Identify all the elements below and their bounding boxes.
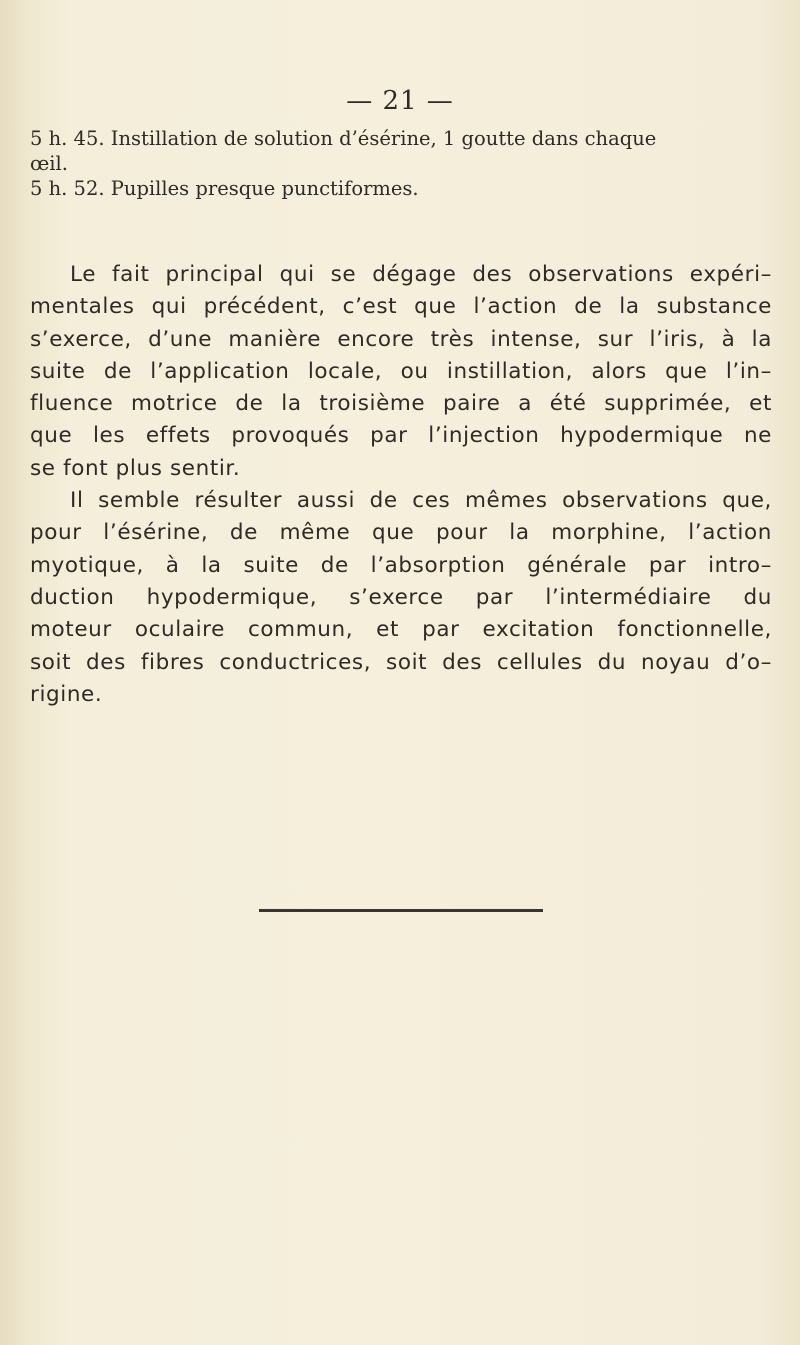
- paragraph-line: suite de l’application locale, ou instillation, alors que l’in–: [30, 358, 772, 384]
- paragraph-line: myotique, à la suite de l’absorption générale par intro–: [30, 552, 772, 578]
- paragraph-line: mentales qui précédent, c’est que l’action de la substance: [30, 294, 772, 320]
- paragraph-line: moteur oculaire commun, et par excitation fonctionnelle,: [30, 617, 772, 643]
- paragraph-line: duction hypodermique, s’exerce par l’intermédiaire du: [30, 584, 772, 610]
- section-divider: [259, 909, 543, 912]
- paragraph-line: que les effets provoqués par l’injection hypodermique ne: [30, 423, 772, 449]
- paragraph-line: Il semble résulter aussi de ces mêmes observations que,: [70, 488, 772, 514]
- paragraph-line: s’exerce, d’une manière encore très intense, sur l’iris, à la: [30, 326, 772, 352]
- paragraph-line: rigine.: [30, 681, 103, 707]
- log-entry-2: 5 h. 52. Pupilles presque punctiformes.: [30, 177, 419, 200]
- log-entry-1-line-1: 5 h. 45. Instillation de solution d’ésérine, 1 goutte dans chaque: [30, 127, 657, 150]
- paragraph-line: se font plus sentir.: [30, 455, 241, 481]
- body-text: [30, 259, 772, 711]
- log-entries: [30, 126, 770, 201]
- paragraph-line: soit des fibres conductrices, soit des cellules du noyau d’o–: [30, 649, 772, 675]
- paragraph-2: [30, 485, 772, 711]
- log-entry-1-line-2: œil.: [30, 152, 68, 175]
- page-number: — 21 —: [346, 86, 454, 116]
- paragraph-line: pour l’ésérine, de même que pour la morphine, l’action: [30, 520, 772, 546]
- paragraph-line: Le fait principal qui se dégage des observations expéri–: [70, 262, 772, 287]
- paragraph-1: [30, 259, 772, 485]
- paragraph-line: fluence motrice de la troisième paire a été supprimée, et: [30, 391, 772, 417]
